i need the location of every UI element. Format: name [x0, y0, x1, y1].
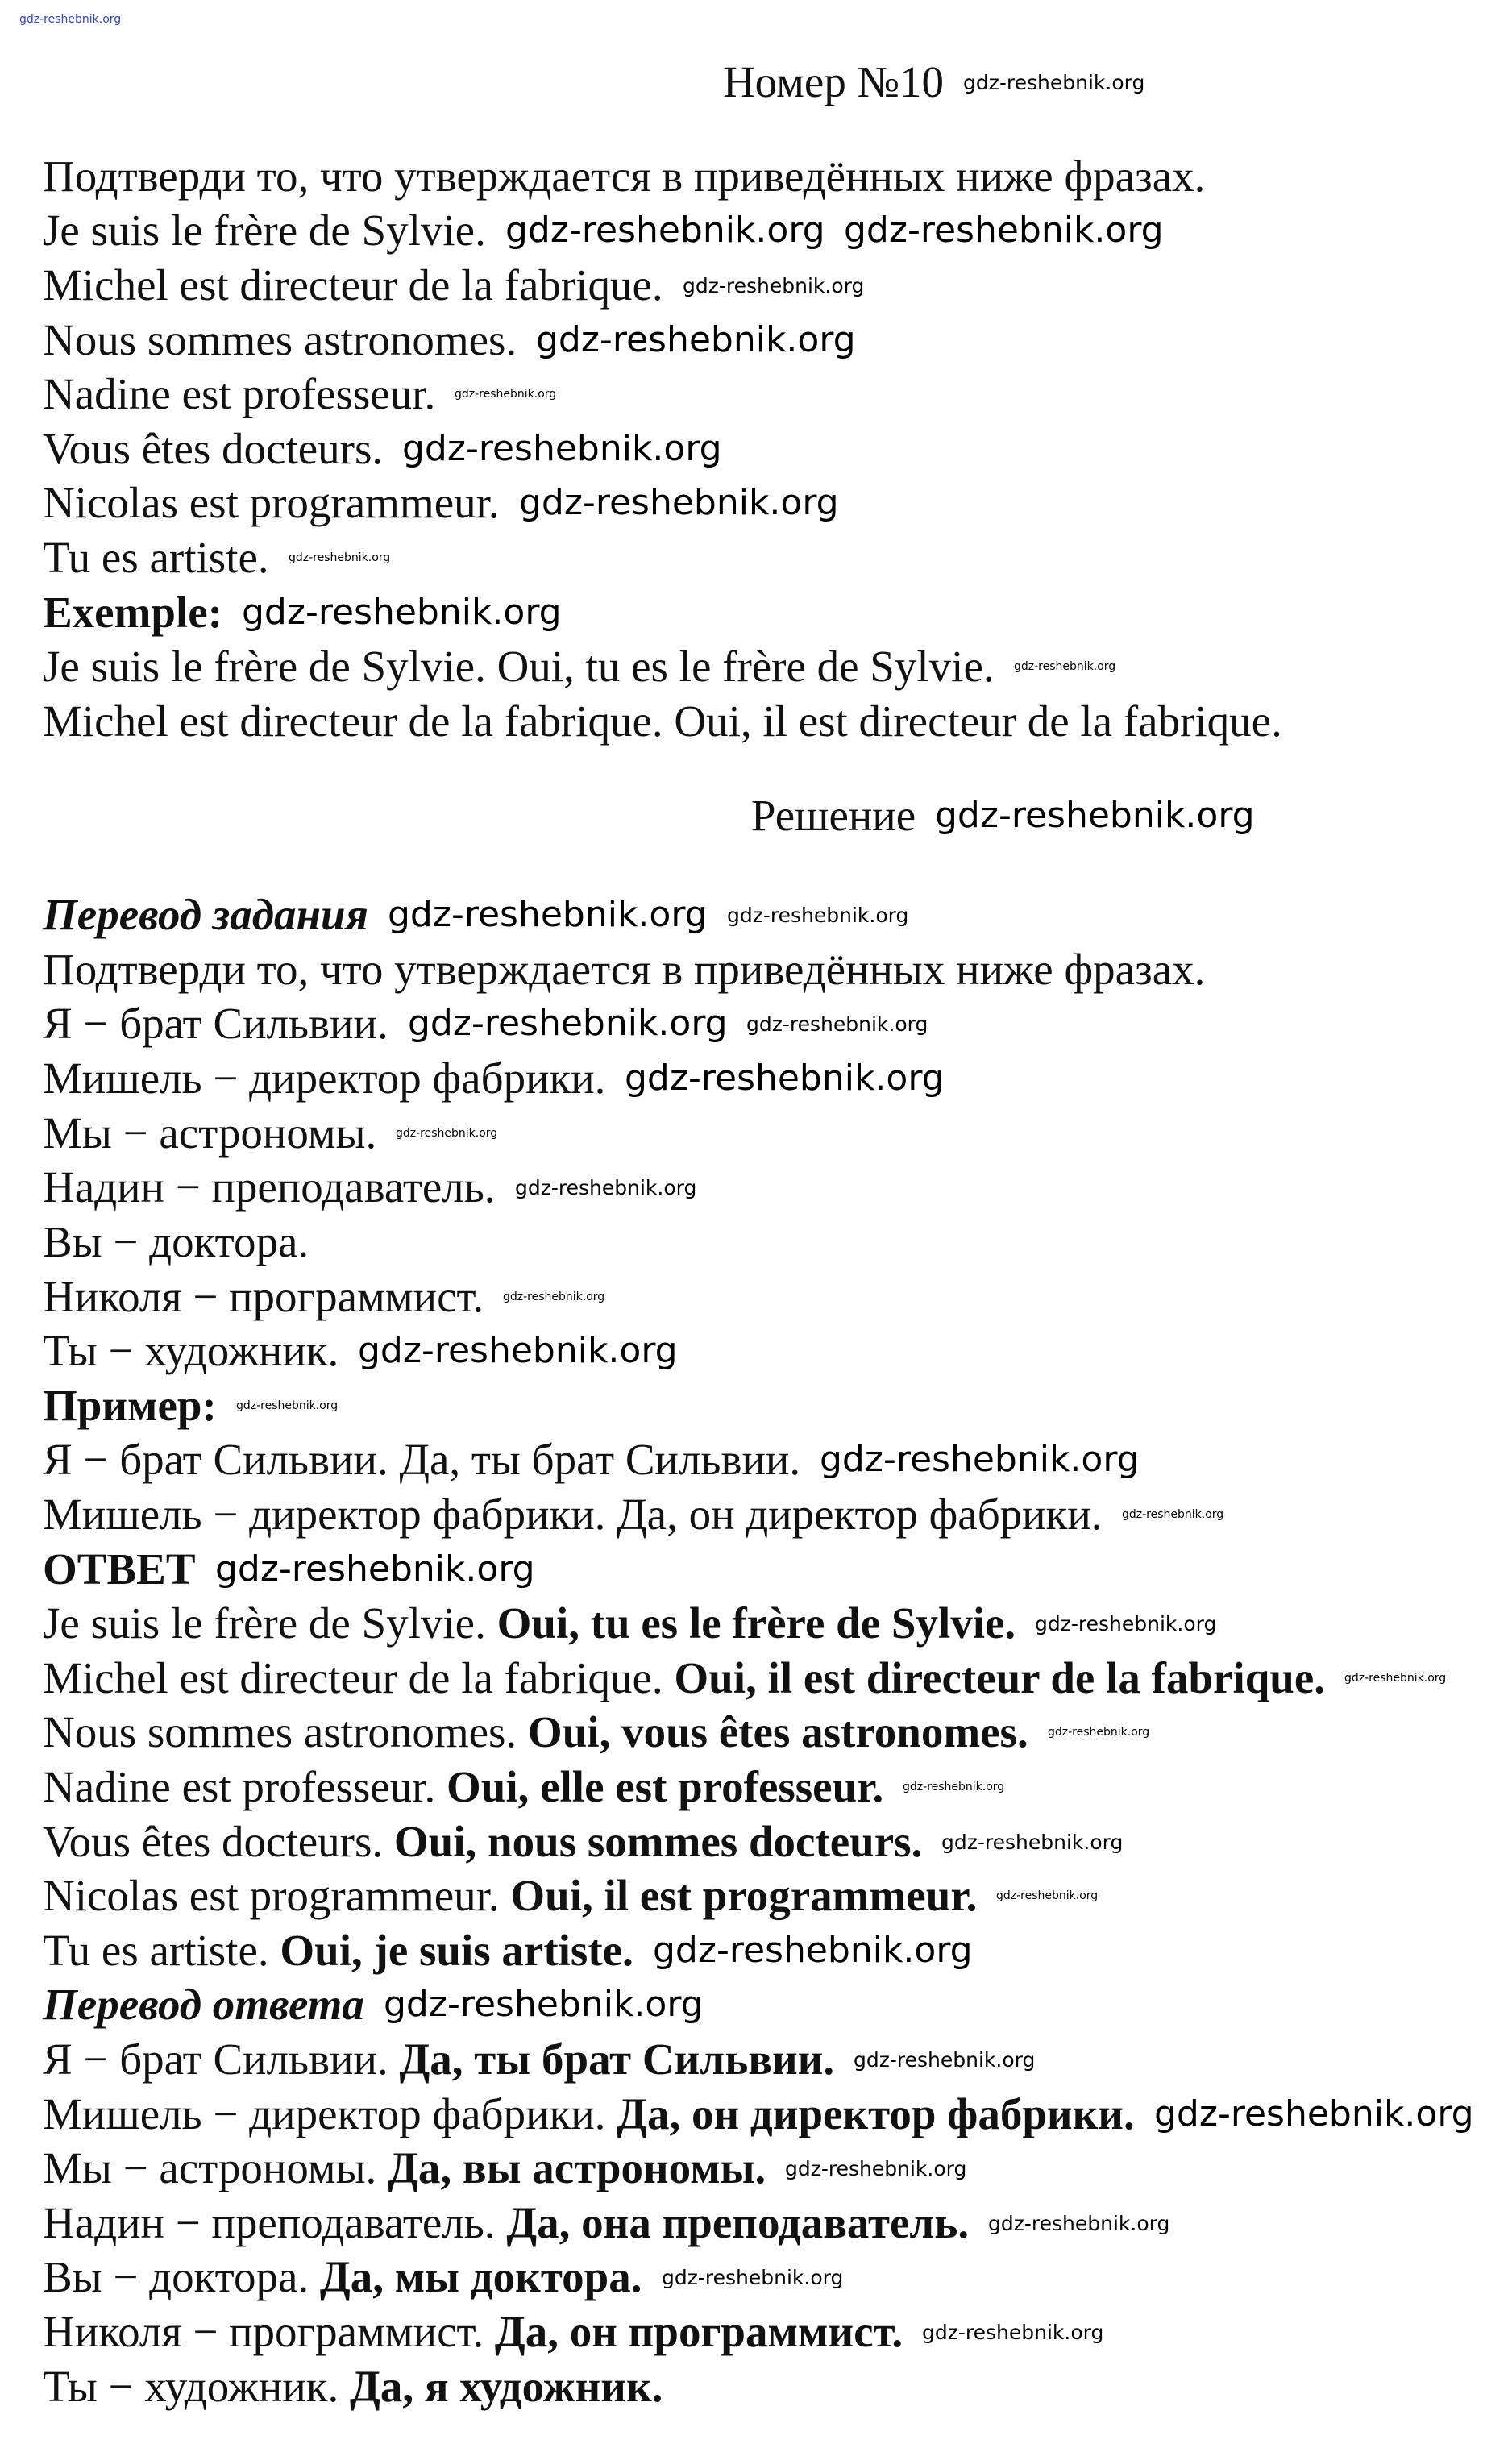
bold-text: Да, мы доктора. [319, 2252, 642, 2301]
task-line [43, 260, 663, 311]
watermark: gdz-reshebnik.org [785, 2157, 967, 2180]
watermark: gdz-reshebnik.org [455, 388, 557, 401]
text: Николя − программист. [43, 2307, 495, 2356]
text: Nicolas est programmeur. [43, 478, 500, 527]
task-line [43, 477, 500, 529]
watermark: gdz-reshebnik.org [1014, 660, 1116, 673]
text: Вы − доктора. [43, 2252, 320, 2301]
solution-line [43, 1761, 883, 1813]
text: Tu es artiste. [43, 1926, 280, 1975]
text: Ты − художник. [43, 1326, 339, 1375]
bold-text: ОТВЕТ [43, 1544, 196, 1594]
text: Nicolas est programmeur. [43, 1871, 511, 1920]
text: Michel est directeur de la fabrique. Oui, il est directeur de la fabrique. [43, 696, 1282, 746]
solution-line [43, 1979, 364, 2030]
solution-line [43, 944, 1205, 995]
bold-text: Oui, il est directeur de la fabrique. [674, 1653, 1326, 1702]
watermark: gdz-reshebnik.org [820, 1439, 1140, 1480]
bold-text: Oui, vous êtes astronomes. [527, 1707, 1028, 1756]
watermark: gdz-reshebnik.org [515, 1176, 697, 1199]
watermark: gdz-reshebnik.org [903, 1781, 1005, 1793]
watermark: gdz-reshebnik.org [625, 1058, 945, 1099]
watermark: gdz-reshebnik.org [1048, 1726, 1150, 1739]
task-line [43, 641, 995, 692]
page-title: Номер №10 [722, 57, 945, 106]
solution-line [43, 1380, 217, 1432]
solution-line [43, 1652, 1325, 1704]
watermark: gdz-reshebnik.org [1154, 2093, 1474, 2134]
watermark: gdz-reshebnik.org [536, 319, 856, 360]
solution-line [43, 2034, 834, 2085]
watermark: gdz-reshebnik.org [384, 1984, 704, 2025]
watermark: gdz-reshebnik.org [922, 2321, 1104, 2344]
text: Vous êtes docteurs. [43, 424, 384, 473]
bold-text: Exemple: [43, 588, 223, 637]
watermark: gdz-reshebnik.org [408, 1003, 728, 1044]
watermark: gdz-reshebnik.org [844, 210, 1164, 251]
text: Michel est directeur de la fabrique. [43, 260, 663, 310]
text: Nous sommes astronomes. [43, 1707, 528, 1756]
watermark: gdz-reshebnik.org [505, 210, 825, 251]
watermark: gdz-reshebnik.org [746, 1012, 928, 1036]
solution-line [43, 1325, 339, 1377]
watermark: gdz-reshebnik.org [215, 1548, 535, 1590]
solution-line [43, 2197, 969, 2249]
task-line [43, 151, 1205, 202]
bold-text: Да, вы астрономы. [388, 2143, 766, 2192]
solution-line [43, 1434, 800, 1486]
watermark: gdz-reshebnik.org [662, 2266, 844, 2289]
watermark: gdz-reshebnik.org [242, 592, 562, 633]
watermark: gdz-reshebnik.org [941, 1831, 1124, 1854]
task-line [43, 587, 222, 638]
watermark: gdz-reshebnik.org [236, 1399, 339, 1412]
section-heading: Перевод задания [43, 890, 368, 939]
text: Мишель − директор фабрики. [43, 2089, 617, 2138]
watermark: gdz-reshebnik.org [503, 1290, 605, 1303]
bold-text: Oui, il est programmeur. [510, 1871, 978, 1920]
bold-text: Да, она преподаватель. [506, 2198, 970, 2247]
solution-line [43, 1216, 309, 1268]
text: Я − брат Сильвии. [43, 2034, 400, 2084]
watermark: gdz-reshebnik.org [1035, 1612, 1217, 1635]
section-heading: Перевод ответа [43, 1980, 364, 2029]
text: Je suis le frère de Sylvie. [43, 1598, 497, 1648]
solution-line [43, 1053, 605, 1104]
text: Подтверди то, что утверждается в приведённых ниже фразах. [43, 152, 1206, 201]
task-line [43, 423, 383, 475]
task-line [43, 314, 517, 366]
text: Мишель − директор фабрики. Да, он директор фабрики. [43, 1490, 1103, 1539]
text: Je suis le frère de Sylvie. [43, 206, 486, 255]
watermark: gdz-reshebnik.org [289, 551, 391, 564]
watermark: gdz-reshebnik.org [653, 1930, 973, 1971]
watermark: gdz-reshebnik.org [854, 2048, 1036, 2072]
text: Tu es artiste. [43, 533, 269, 582]
solution-line [43, 1162, 496, 1213]
watermark: gdz-reshebnik.org [358, 1330, 678, 1371]
bold-text: Oui, elle est professeur. [446, 1762, 884, 1811]
text: Николя − программист. [43, 1272, 484, 1321]
solution-line [43, 998, 388, 1049]
watermark: gdz-reshebnik.org [727, 904, 909, 927]
task-line [43, 532, 269, 584]
bold-text: Да, он программист. [494, 2307, 903, 2356]
text: Nadine est professeur. [43, 369, 436, 418]
text: Я − брат Сильвии. Да, ты брат Сильвии. [43, 1435, 801, 1484]
text: Я − брат Сильвии. [43, 999, 388, 1048]
task-line [43, 368, 435, 420]
text: Vous êtes docteurs. [43, 1817, 394, 1866]
solution-heading: Решение [750, 791, 916, 840]
text: Мишель − директор фабрики. [43, 1054, 606, 1103]
task-line [43, 696, 1282, 747]
watermark: gdz-reshebnik.org [519, 482, 839, 523]
text: Nadine est professeur. [43, 1762, 447, 1811]
solution-line [43, 1108, 376, 1159]
bold-text: Oui, nous sommes docteurs. [393, 1817, 923, 1866]
watermark: gdz-reshebnik.org [683, 274, 865, 297]
bold-text: Oui, je suis artiste. [280, 1926, 633, 1975]
text: Надин − преподаватель. [43, 2198, 507, 2247]
solution-line [43, 2088, 1135, 2140]
bold-text: Да, я художник. [349, 2362, 663, 2411]
text: Michel est directeur de la fabrique. [43, 1653, 675, 1702]
solution-line [43, 1544, 196, 1595]
text: Вы − доктора. [43, 1217, 309, 1266]
watermark: gdz-reshebnik.org [996, 1889, 1099, 1902]
watermark: gdz-reshebnik.org [1122, 1508, 1224, 1521]
solution-line [43, 2361, 663, 2413]
solution-line [43, 2306, 903, 2358]
solution-line [43, 2143, 766, 2194]
watermark: gdz-reshebnik.org [935, 795, 1255, 836]
bold-text: Да, он директор фабрики. [617, 2089, 1135, 2138]
watermark: gdz-reshebnik.org [402, 428, 722, 469]
solution-line [43, 2251, 642, 2303]
watermark: gdz-reshebnik.org [963, 71, 1145, 94]
solution-line [43, 1816, 922, 1868]
solution-line [43, 1598, 1016, 1649]
text: Надин − преподаватель. [43, 1162, 496, 1212]
watermark: gdz-reshebnik.org [19, 13, 122, 26]
solution-line [43, 1925, 633, 1976]
solution-line [43, 1489, 1103, 1540]
solution-line [43, 889, 368, 941]
solution-line [43, 1706, 1028, 1758]
watermark: gdz-reshebnik.org [988, 2212, 1170, 2235]
text: Мы − астрономы. [43, 2143, 388, 2192]
task-line [43, 205, 486, 256]
text: Мы − астрономы. [43, 1108, 377, 1158]
watermark: gdz-reshebnik.org [388, 894, 708, 935]
text: Подтверди то, что утверждается в приведённых ниже фразах. [43, 945, 1206, 994]
watermark: gdz-reshebnik.org [396, 1127, 498, 1140]
text: Je suis le frère de Sylvie. Oui, tu es le frère de Sylvie. [43, 642, 995, 691]
bold-text: Пример: [43, 1381, 217, 1430]
solution-line [43, 1271, 484, 1323]
bold-text: Oui, tu es le frère de Sylvie. [496, 1598, 1016, 1648]
text: Ты − художник. [43, 2362, 350, 2411]
text: Nous sommes astronomes. [43, 315, 517, 364]
watermark: gdz-reshebnik.org [1344, 1672, 1447, 1685]
solution-line [43, 1870, 977, 1922]
bold-text: Да, ты брат Сильвии. [399, 2034, 835, 2084]
